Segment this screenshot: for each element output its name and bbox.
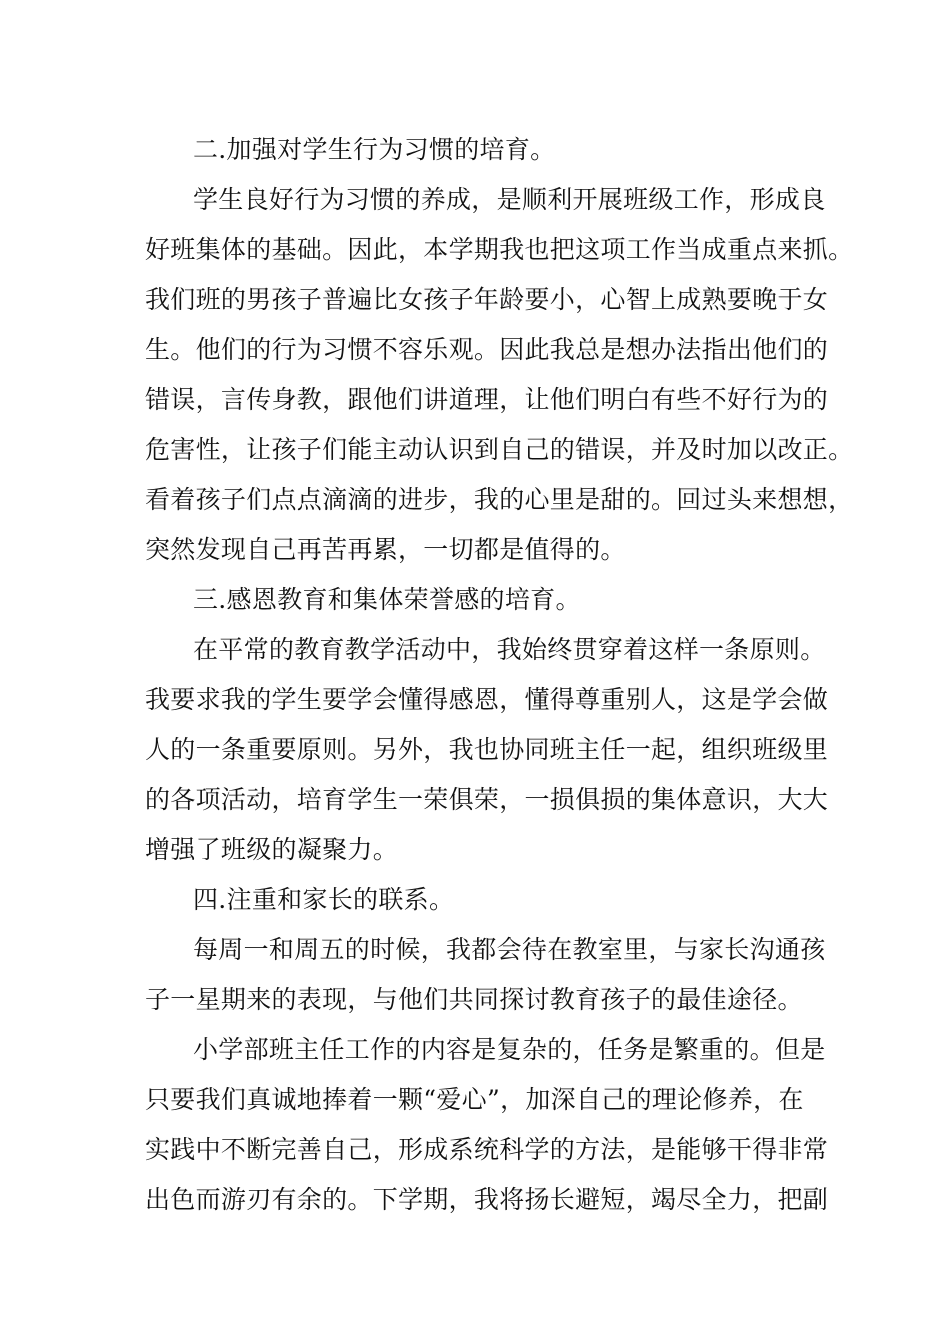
paragraph-line: 的各项活动，培育学生一荣俱荣，一损俱损的集体意识，大大 (145, 785, 829, 814)
paragraph-line: 增强了班级的凝聚力。 (145, 835, 399, 864)
paragraph-line: 人的一条重要原则。另外，我也协同班主任一起，组织班级里 (145, 735, 829, 764)
paragraph-line: 生。他们的行为习惯不容乐观。因此我总是想办法指出他们的 (145, 335, 829, 364)
paragraph-line: 实践中不断完善自己，形成系统科学的方法，是能够干得非常 (145, 1135, 829, 1164)
paragraph-line: 看着孩子们点点滴滴的进步，我的心里是甜的。回过头来想想， (145, 485, 854, 514)
paragraph-line: 学生良好行为习惯的养成，是顺利开展班级工作，形成良 (193, 185, 826, 214)
paragraph-line: 危害性，让孩子们能主动认识到自己的错误，并及时加以改正。 (145, 435, 854, 464)
paragraph-line: 小学部班主任工作的内容是复杂的，任务是繁重的。但是 (193, 1035, 826, 1064)
section-heading-2: 二.加强对学生行为习惯的培育。 (193, 135, 556, 164)
section-heading-3: 三.感恩教育和集体荣誉感的培育。 (193, 585, 581, 614)
paragraph-line: 只要我们真诚地捧着一颗“爱心”，加深自己的理论修养，在 (145, 1085, 804, 1114)
paragraph-line: 我们班的男孩子普遍比女孩子年龄要小，心智上成熟要晚于女 (145, 285, 829, 314)
paragraph-line: 突然发现自己再苦再累，一切都是值得的。 (145, 535, 626, 564)
paragraph-line: 子一星期来的表现，与他们共同探讨教育孩子的最佳途径。 (145, 985, 803, 1014)
paragraph-line: 在平常的教育教学活动中，我始终贯穿着这样一条原则。 (193, 635, 826, 664)
paragraph-line: 每周一和周五的时候，我都会待在教室里，与家长沟通孩 (193, 935, 826, 964)
paragraph-line: 出色而游刃有余的。下学期，我将扬长避短，竭尽全力，把副 (145, 1185, 829, 1214)
section-heading-4: 四.注重和家长的联系。 (193, 885, 455, 914)
paragraph-line: 好班集体的基础。因此，本学期我也把这项工作当成重点来抓。 (145, 235, 854, 264)
paragraph-line: 我要求我的学生要学会懂得感恩，懂得尊重别人，这是学会做 (145, 685, 829, 714)
paragraph-line: 错误，言传身教，跟他们讲道理，让他们明白有些不好行为的 (145, 385, 829, 414)
